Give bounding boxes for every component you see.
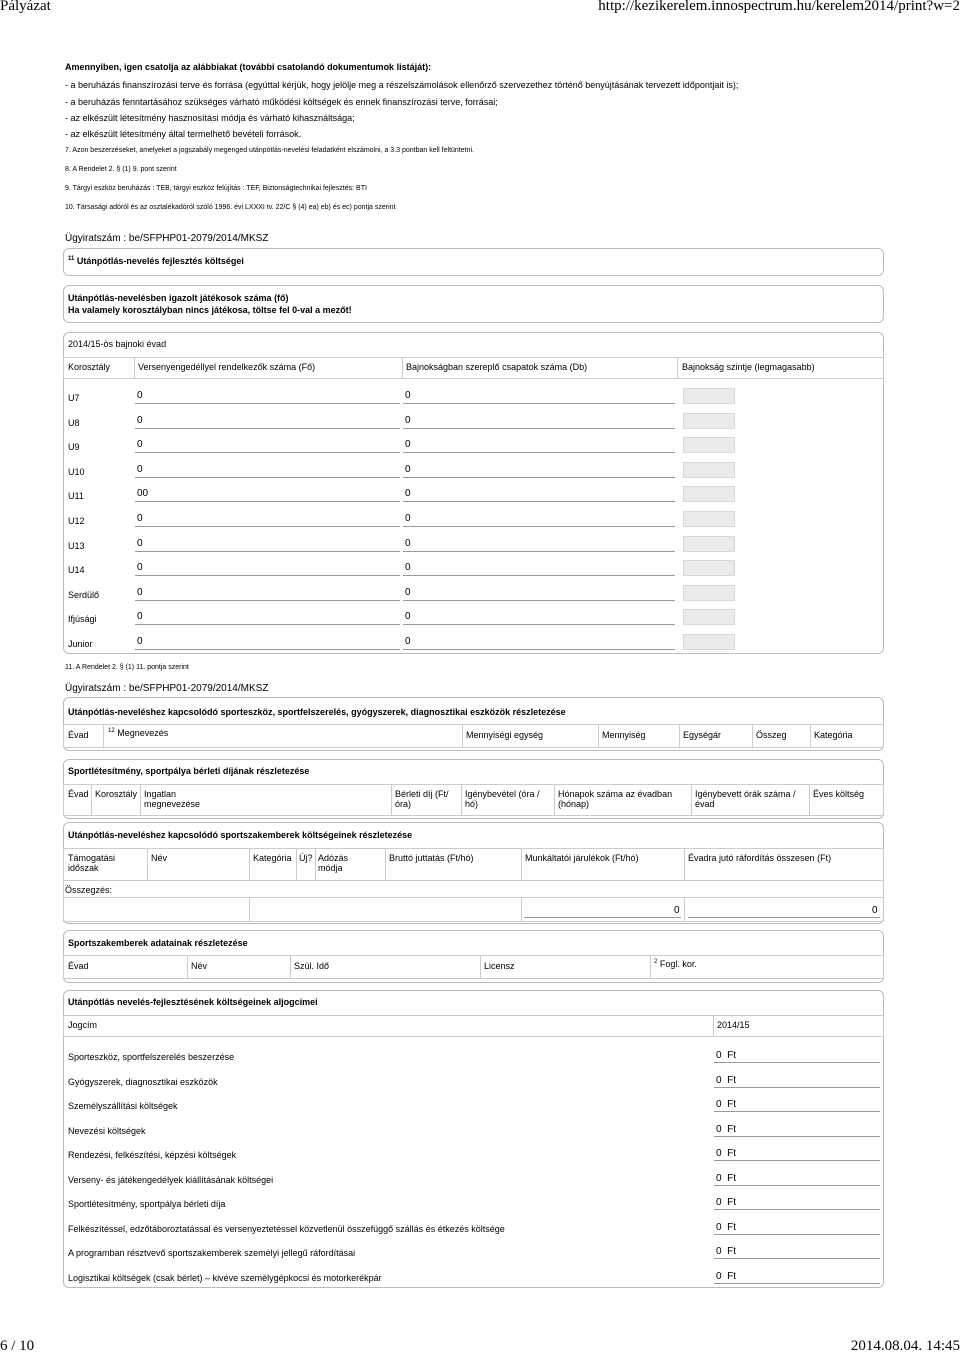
staff-data-col-header bbox=[654, 959, 697, 969]
page-header-title: Pályázat bbox=[0, 0, 51, 14]
subtitle-row-label: Sportlétesítmény, sportpálya bérleti díja bbox=[68, 1199, 226, 1209]
subtitle-row-label: Felkészítéssel, edzőtáboroztatással és versenyeztetéssel közvetlenül összefüggő szállás és étkezés költsége bbox=[68, 1224, 505, 1234]
season-row-label: U8 bbox=[68, 418, 80, 428]
subtitle-row-label: Verseny- és játékengedélyek kiállításának költségei bbox=[68, 1175, 274, 1185]
staff-col-header: Évadra jutó ráfordítás összesen (Ft) bbox=[688, 853, 832, 863]
equipment-col-header: Egységár bbox=[683, 730, 722, 740]
staff-data-col-header-text: Fogl. kor. bbox=[659, 959, 697, 969]
subtitle-row-value[interactable]: 0 Ft bbox=[716, 1124, 737, 1135]
staff-data-col-header: Név bbox=[191, 961, 208, 971]
equipment-col-header: Évad bbox=[68, 730, 89, 740]
subtitle-row-value[interactable]: 0 Ft bbox=[716, 1075, 737, 1086]
attachment-item: - az elkészült létesítmény hasznosítási módja és várható kihasználtsága; bbox=[65, 113, 355, 123]
subtitle-row-label: Nevezési költségek bbox=[68, 1126, 146, 1136]
team-count-field[interactable]: 0 bbox=[405, 538, 411, 549]
team-count-field[interactable]: 0 bbox=[405, 513, 411, 524]
players-note-box bbox=[63, 285, 884, 323]
footnote: 10. Társasági adóról és az osztalékadóról szóló 1996. évi LXXXI tv. 22/C § (4) ea) eb) és ec) pontja szerint bbox=[65, 204, 396, 211]
footnote: 11. A Rendelet 2. § (1) 11. pontja szerint bbox=[65, 664, 189, 671]
team-count-field[interactable]: 0 bbox=[405, 636, 411, 647]
season-col-header: Bajnokság szintje (legmagasabb) bbox=[682, 362, 815, 372]
rental-col-header: Bérleti díj (Ft/óra) bbox=[395, 789, 449, 809]
staff-total-label: Összegzés: bbox=[65, 885, 113, 895]
subtitle-row-value[interactable]: 0 Ft bbox=[716, 1271, 737, 1282]
staff-col-header: Munkáltatói járulékok (Ft/hó) bbox=[525, 853, 639, 863]
league-level-select[interactable] bbox=[683, 511, 735, 527]
season-row-label: U9 bbox=[68, 442, 80, 452]
staff-col-header: Támogatási időszak bbox=[68, 853, 116, 873]
licensed-count-field[interactable]: 00 bbox=[137, 488, 149, 499]
attachment-item: - az elkészült létesítmény által termelhető bevételi források. bbox=[65, 129, 302, 139]
season-col-header: Korosztály bbox=[68, 362, 111, 372]
subtitle-row-value[interactable]: 0 Ft bbox=[716, 1246, 737, 1257]
subtitle-row-value[interactable]: 0 Ft bbox=[716, 1099, 737, 1110]
season-title: 2014/15-ös bajnoki évad bbox=[68, 339, 167, 349]
rental-col-header: Éves költség bbox=[813, 789, 865, 799]
season-col-header: Bajnokságban szereplő csapatok száma (Db) bbox=[406, 362, 588, 372]
equipment-sup: 12 bbox=[108, 728, 115, 734]
case-number: Ügyiratszám : be/SFPHP01-2079/2014/MKSZ bbox=[65, 683, 269, 694]
rental-title: Sportlétesítmény, sportpálya bérleti díjának részletezése bbox=[68, 766, 310, 776]
page-footer-number: 6 / 10 bbox=[0, 1338, 35, 1354]
equipment-col-header: Mennyiségi egység bbox=[466, 730, 544, 740]
case-number: Ügyiratszám : be/SFPHP01-2079/2014/MKSZ bbox=[65, 233, 269, 244]
season-row-label: Ifjúsági bbox=[68, 614, 97, 624]
staff-col-header: Új? bbox=[299, 853, 313, 863]
footnote: 9. Tárgyi eszköz beruházás : TEB, tárgyi eszköz felújítás : TEF, Biztonságtechnikai fejlesztés: BTI bbox=[65, 185, 367, 192]
footnote: 7. Azon beszerzéseket, amelyeket a jogszabály megenged utánpótlás-nevelési feladatként elszámolni, a 3.3 pontban kell feltüntetni. bbox=[65, 147, 474, 154]
page-footer-date: 2014.08.04. 14:45 bbox=[850, 1338, 960, 1354]
rental-col-header: Korosztály bbox=[95, 789, 138, 799]
subtitle-row-label: Személyszállítási költségek bbox=[68, 1101, 178, 1111]
league-level-select[interactable] bbox=[683, 560, 735, 576]
rental-col-header: Igénybevett órák száma / évad bbox=[695, 789, 796, 809]
licensed-count-field[interactable]: 0 bbox=[137, 636, 143, 647]
staff-data-col-header: Szül. Idő bbox=[294, 961, 330, 971]
team-count-field[interactable]: 0 bbox=[405, 611, 411, 622]
licensed-count-field[interactable]: 0 bbox=[137, 587, 143, 598]
rental-col-header: Évad bbox=[68, 789, 89, 799]
subtitles-col-right: 2014/15 bbox=[717, 1020, 750, 1030]
season-row-label: U13 bbox=[68, 541, 85, 551]
subtitle-row-value[interactable]: 0 Ft bbox=[716, 1173, 737, 1184]
team-count-field[interactable]: 0 bbox=[405, 587, 411, 598]
licensed-count-field[interactable]: 0 bbox=[137, 439, 143, 450]
equipment-col-header-text: Megnevezés bbox=[117, 728, 169, 738]
team-count-field[interactable]: 0 bbox=[405, 488, 411, 499]
section-11-title-text: Utánpótlás-nevelés fejlesztés költségei bbox=[76, 256, 244, 266]
team-count-field[interactable]: 0 bbox=[405, 464, 411, 475]
season-row-label: U14 bbox=[68, 565, 85, 575]
team-count-field[interactable]: 0 bbox=[405, 415, 411, 426]
equipment-col-header: Összeg bbox=[756, 730, 787, 740]
subtitles-col-left: Jogcím bbox=[68, 1020, 98, 1030]
staff-col-header: Kategória bbox=[253, 853, 292, 863]
league-level-select[interactable] bbox=[683, 634, 735, 650]
season-row-label: U12 bbox=[68, 516, 85, 526]
league-level-select[interactable] bbox=[683, 536, 735, 552]
team-count-field[interactable]: 0 bbox=[405, 562, 411, 573]
licensed-count-field[interactable]: 0 bbox=[137, 562, 143, 573]
season-col-header: Versenyengedéllyel rendelkezők száma (Fő) bbox=[138, 362, 316, 372]
staff-col-header: Név bbox=[151, 853, 168, 863]
subtitle-row-value[interactable]: 0 Ft bbox=[716, 1222, 737, 1233]
season-row-label: Serdülő bbox=[68, 590, 100, 600]
league-level-select[interactable] bbox=[683, 437, 735, 453]
subtitle-row-label: Rendezési, felkészítési, képzési költségek bbox=[68, 1150, 237, 1160]
team-count-field[interactable]: 0 bbox=[405, 439, 411, 450]
rental-col-header: Igénybevétel (óra / hó) bbox=[465, 789, 540, 809]
team-count-field[interactable]: 0 bbox=[405, 390, 411, 401]
licensed-count-field[interactable]: 0 bbox=[137, 538, 143, 549]
attachment-item: - a beruházás finanszírozási terve és forrása (egyúttal kérjük, hogy jelölje meg a részelszámolások ellenőrző szervezethez történő benyújtásának tervezett időpontjait is); bbox=[65, 80, 739, 90]
staff-col-header: Bruttó juttatás (Ft/hó) bbox=[389, 853, 474, 863]
licensed-count-field[interactable]: 0 bbox=[137, 464, 143, 475]
staff-data-col-header: Licensz bbox=[484, 961, 515, 971]
staff-col-header: Adózás módja bbox=[318, 853, 349, 873]
licensed-count-field[interactable]: 0 bbox=[137, 415, 143, 426]
equipment-col-header: Kategória bbox=[814, 730, 853, 740]
equipment-title: Utánpótlás-neveléshez kapcsolódó sporteszköz, sportfelszerelés, gyógyszerek, diagnosztikai eszközök részletezése bbox=[68, 707, 566, 717]
attachments-title: Amennyiben, igen csatolja az alábbiakat (további csatolandó dokumentumok listáját): bbox=[65, 62, 432, 72]
subtitles-title: Utánpótlás nevelés-fejlesztésének költségeinek aljogcímei bbox=[68, 997, 318, 1007]
league-level-select[interactable] bbox=[683, 609, 735, 625]
footnote: 8. A Rendelet 2. § (1) 9. pont szerint bbox=[65, 166, 177, 173]
staff-total-value: 0 bbox=[872, 905, 878, 916]
licensed-count-field[interactable]: 0 bbox=[137, 611, 143, 622]
season-row-label: U7 bbox=[68, 393, 80, 403]
staff-costs-title: Utánpótlás-neveléshez kapcsolódó sportszakemberek költségeinek részletezése bbox=[68, 830, 413, 840]
players-note-line1: Utánpótlás-nevelésben igazolt játékosok száma (fő) bbox=[68, 293, 289, 303]
league-level-select[interactable] bbox=[683, 413, 735, 429]
subtitle-row-label: Logisztikai költségek (csak bérlet) – kivéve személygépkocsi és motorkerékpár bbox=[68, 1273, 382, 1283]
subtitle-row-label: A programban résztvevő sportszakemberek személyi jellegű ráfordításai bbox=[68, 1248, 356, 1258]
section-11-title bbox=[68, 256, 244, 266]
subtitle-row-label: Sporteszköz, sportfelszerelés beszerzése bbox=[68, 1052, 235, 1062]
season-row-label: U10 bbox=[68, 467, 85, 477]
league-level-select[interactable] bbox=[683, 388, 735, 404]
season-row-label: Junior bbox=[68, 639, 93, 649]
page-header-url: http://kezikerelem.innospectrum.hu/kerelem2014/print?w=2 bbox=[598, 0, 960, 14]
staff-data-col-header: Évad bbox=[68, 961, 89, 971]
league-level-select[interactable] bbox=[683, 462, 735, 478]
rental-col-header: Ingatlan megnevezése bbox=[144, 789, 201, 809]
subtitle-row-value[interactable]: 0 Ft bbox=[716, 1050, 737, 1061]
attachment-item: - a beruházás fenntartásához szükséges várható működési költségek és ennek finanszírozási terve, forrásai; bbox=[65, 97, 498, 107]
licensed-count-field[interactable]: 0 bbox=[137, 513, 143, 524]
equipment-col-header bbox=[108, 728, 168, 738]
subtitle-row-label: Gyógyszerek, diagnosztikai eszközök bbox=[68, 1077, 218, 1087]
equipment-col-header: Mennyiség bbox=[602, 730, 646, 740]
staff-total-value: 0 bbox=[674, 905, 680, 916]
licensed-count-field[interactable]: 0 bbox=[137, 390, 143, 401]
rental-col-header: Hónapok száma az évadban (hónap) bbox=[558, 789, 673, 809]
staff-data-sup: 2 bbox=[654, 959, 658, 965]
subtitle-row-value[interactable]: 0 Ft bbox=[716, 1197, 737, 1208]
players-note-line2: Ha valamely korosztályban nincs játékosa, töltse fel 0-val a mezőt! bbox=[68, 305, 352, 315]
season-row-label: U11 bbox=[68, 491, 84, 501]
season-table-box bbox=[63, 332, 884, 654]
staff-data-title: Sportszakemberek adatainak részletezése bbox=[68, 938, 248, 948]
league-level-select[interactable] bbox=[683, 486, 735, 502]
subtitle-row-value[interactable]: 0 Ft bbox=[716, 1148, 737, 1159]
league-level-select[interactable] bbox=[683, 585, 735, 601]
section-11-sup: 11 bbox=[68, 256, 75, 262]
